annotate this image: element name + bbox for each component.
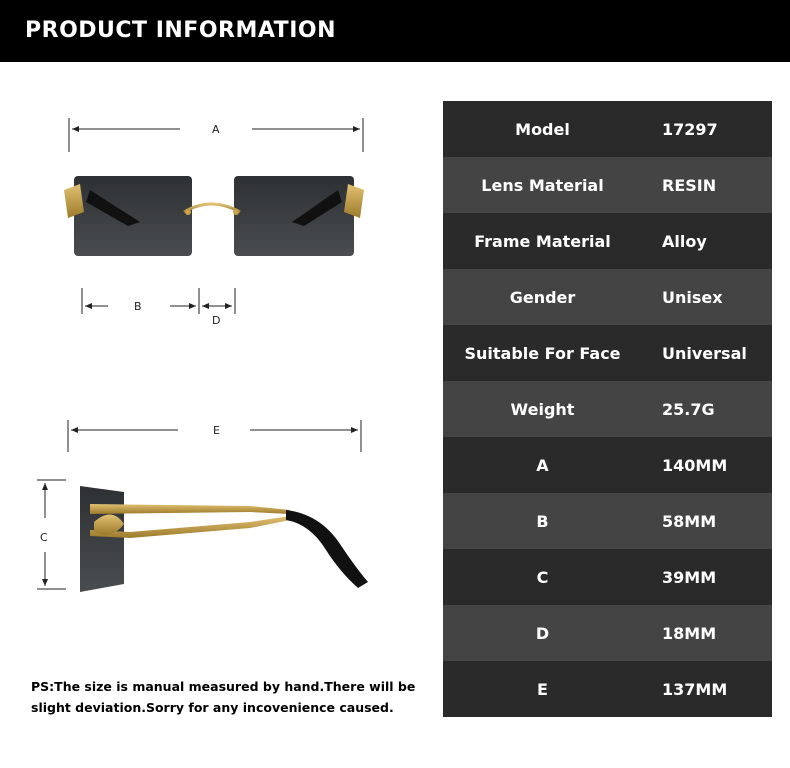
temple-tip xyxy=(286,510,368,588)
dimension-label-c: C xyxy=(40,531,48,544)
dimension-c xyxy=(37,480,66,589)
spec-label: Weight xyxy=(510,399,575,419)
sunglasses-front-view xyxy=(64,176,364,256)
dimension-b-d xyxy=(82,288,235,327)
dimension-label-a: A xyxy=(212,123,220,136)
spec-row-a xyxy=(443,437,772,493)
spec-value: 137MM xyxy=(662,679,728,699)
specifications-table xyxy=(443,101,772,717)
spec-value: Universal xyxy=(662,343,747,363)
spec-row-d xyxy=(443,605,772,661)
spec-label: B xyxy=(536,511,549,531)
spec-row-suitable-for-face xyxy=(443,325,772,381)
spec-value: Alloy xyxy=(662,231,707,251)
spec-label: Frame Material xyxy=(474,231,611,251)
page-title: PRODUCT INFORMATION xyxy=(25,18,336,43)
bridge xyxy=(184,204,240,212)
spec-value: 25.7G xyxy=(662,399,715,419)
spec-label: Model xyxy=(515,119,570,139)
spec-label: Suitable For Face xyxy=(464,343,621,363)
spec-value: Unisex xyxy=(662,287,723,307)
sunglasses-side-view xyxy=(80,486,368,592)
spec-value: 58MM xyxy=(662,511,717,531)
spec-row-gender xyxy=(443,269,772,325)
diagram-svg xyxy=(0,62,443,702)
dimension-e xyxy=(68,420,361,452)
temple-arm-upper xyxy=(90,504,290,514)
header-bar xyxy=(0,0,790,62)
measurement-note: PS:The size is manual measured by hand.There will be slight deviation.Sorry for any incovenience caused. xyxy=(31,679,416,715)
spec-row-weight xyxy=(443,381,772,437)
dimension-label-e: E xyxy=(213,424,220,437)
spec-value: RESIN xyxy=(662,175,717,195)
spec-label: Gender xyxy=(509,287,576,307)
spec-label: Lens Material xyxy=(481,175,604,195)
right-lens xyxy=(234,176,354,256)
side-lens xyxy=(80,486,124,592)
dimension-a xyxy=(69,118,363,152)
spec-label: A xyxy=(536,455,549,475)
spec-row-b xyxy=(443,493,772,549)
dimension-label-d: D xyxy=(212,314,221,327)
spec-label: D xyxy=(535,623,550,643)
spec-row-e xyxy=(443,661,772,717)
spec-value: 140MM xyxy=(662,455,728,475)
spec-label: E xyxy=(537,679,548,699)
left-lens xyxy=(74,176,192,256)
spec-label: C xyxy=(536,567,549,587)
spec-value: 39MM xyxy=(662,567,717,587)
spec-row-model xyxy=(443,101,772,157)
dimension-label-b: B xyxy=(134,300,142,313)
sunglasses-dimension-diagram xyxy=(0,62,443,702)
spec-row-frame-material xyxy=(443,213,772,269)
spec-row-lens-material xyxy=(443,157,772,213)
spec-row-c xyxy=(443,549,772,605)
spec-value: 18MM xyxy=(662,623,717,643)
spec-value: 17297 xyxy=(662,119,718,139)
